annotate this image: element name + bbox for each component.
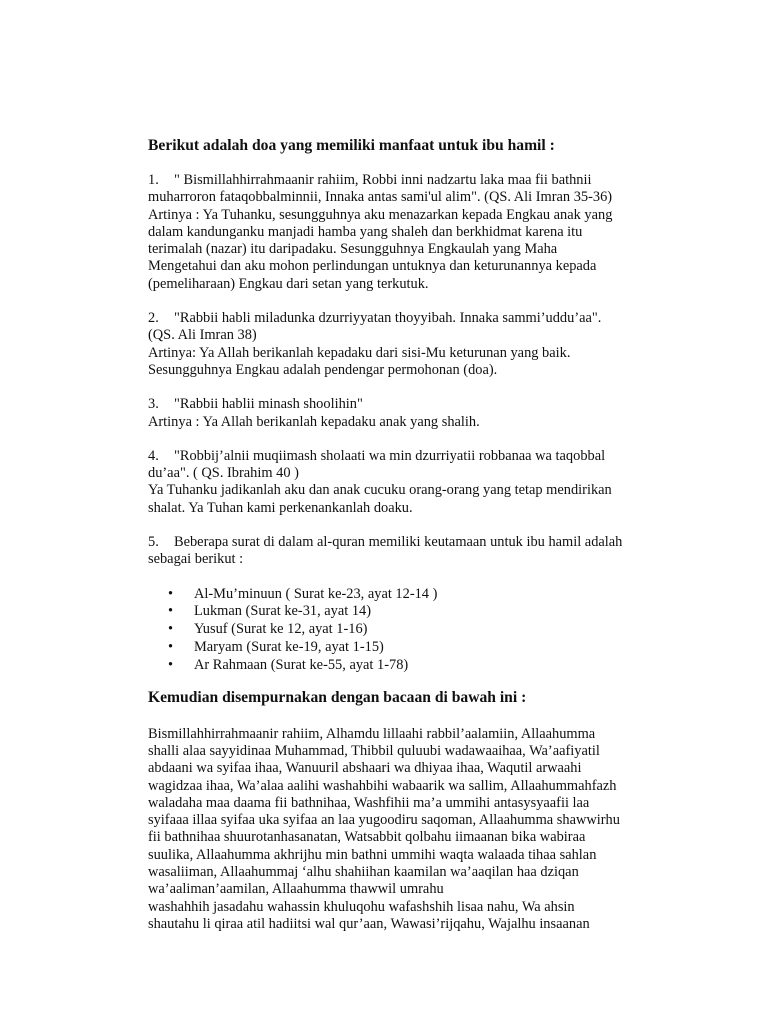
doa-item-3 <box>148 396 668 431</box>
prayer-line: fii bathnihaa shuurotanhasanatan, Watsabbit qolbahu iimaanan bika wabiraa <box>148 829 586 846</box>
item-line: Beberapa surat di dalam al-quran memiliki keutamaan untuk ibu hamil adalah <box>174 534 623 551</box>
prayer-paragraph <box>148 726 668 934</box>
item-line: sebagai berikut : <box>148 551 244 568</box>
item-number: 3. <box>148 396 159 413</box>
item-line: Sesungguhnya Engkau adalah pendengar permohonan (doa). <box>148 361 498 378</box>
prayer-line: wasaliiman, Allaahummaj ‘alhu shahiihan kaamilan wa’aaqilan haa dziqan <box>148 864 579 880</box>
prayer-line: syifaaa illaa syifaa uka syifaa an laa yugoodiru saqoman, Allaahumma shawwirhu <box>148 812 620 829</box>
item-line: "Rabbii hablii minash shoolihin" <box>174 396 363 413</box>
item-number: 1. <box>148 172 159 188</box>
item-line: "Robbij’alnii muqiimash sholaati wa min dzurriyatii robbanaa wa taqobbal <box>174 447 606 464</box>
doa-item-5 <box>148 534 668 569</box>
prayer-line: suulika, Allaahumma akhrijhu min bathni ummihi waqta walaada tihaa sahlan <box>148 846 597 863</box>
prayer-line: abdaani wa syifaa ihaa, Wanuuril abshaari wa dhiyaa ihaa, Waqutil arwaahi <box>148 760 582 777</box>
heading-bacaan: Kemudian disempurnakan dengan bacaan di bawah ini : <box>148 688 527 706</box>
surah-list-item: • Al-Mu’minuun ( Surat ke-23, ayat 12-14 ) <box>168 586 668 604</box>
item-line: (QS. Ali Imran 38) <box>148 327 257 344</box>
item-number: 5. <box>148 534 159 551</box>
item-number: 2. <box>148 310 159 327</box>
document-content <box>148 137 668 933</box>
prayer-line: shalli alaa sayyidinaa Muhammad, Thibbil quluubi wadawaaihaa, Wa’aafiyatil <box>148 742 600 759</box>
item-number: 4. <box>148 447 159 464</box>
prayer-line: shautahu li qiraa atil hadiitsi wal qur’aan, Wawasi’rijqahu, Wajalhu insaanan <box>148 915 590 932</box>
item-line: muharroron fataqobbalminnii, Innaka antas sami'ul alim". (QS. Ali Imran 35-36) <box>148 189 613 206</box>
prayer-line: washahhih jasadahu wahassin khuluqohu wafashshih lisaa nahu, Wa ahsin <box>148 898 575 915</box>
item-line: Artinya: Ya Allah berikanlah kepadaku dari sisi-Mu keturunan yang baik. <box>148 344 571 361</box>
item-line: shalat. Ya Tuhan kami perkenankanlah doaku. <box>148 499 413 516</box>
item-line: Ya Tuhanku jadikanlah aku dan anak cucuku orang-orang yang tetap mendirikan <box>148 482 612 499</box>
surah-list-item: • Ar Rahmaan (Surat ke-55, ayat 1-78) <box>168 657 668 675</box>
item-line: "Rabbii habli miladunka dzurriyyatan thoyyibah. Innaka sammi’uddu’aa". <box>174 310 602 327</box>
doa-item-1 <box>148 172 668 293</box>
item-line: Artinya : Ya Tuhanku, sesungguhnya aku menazarkan kepada Engkau anak yang <box>148 206 613 223</box>
item-line: (pemeliharaan) Engkau dari setan yang terkutuk. <box>148 275 429 292</box>
item-line: Artinya : Ya Allah berikanlah kepadaku anak yang shalih. <box>148 413 480 430</box>
prayer-line: wagidzaa ihaa, Wa’alaa aalihi washahbihi wabaarik wa sallim, Allaahummahfazh <box>148 777 617 794</box>
prayer-line: wa’aaliman’aamilan, Allaahumma thawwil umrahu <box>148 881 444 898</box>
surah-list-item: • Lukman (Surat ke-31, ayat 14) <box>168 603 668 621</box>
item-line: dalam kandunganku manjadi hamba yang shaleh dan berkhidmat karena itu <box>148 223 583 240</box>
item-line: Mengetahui dan aku mohon perlindungan untuknya dan keturunannya kepada <box>148 258 597 275</box>
doa-item-2 <box>148 310 668 379</box>
heading-doa-ibu-hamil: Berikut adalah doa yang memiliki manfaat untuk ibu hamil : <box>148 137 555 154</box>
surah-list <box>148 586 668 675</box>
surah-list-item: • Yusuf (Surat ke 12, ayat 1-16) <box>168 621 668 639</box>
prayer-line: Bismillahhirrahmaanir rahiim, Alhamdu lillaahi rabbil’aalamiin, Allaahumma <box>148 725 596 742</box>
item-line: terimalah (nazar) itu daripadaku. Sesungguhnya Engkaulah yang Maha <box>148 241 558 258</box>
doa-item-4 <box>148 448 668 517</box>
item-line: " Bismillahhirrahmaanir rahiim, Robbi inni nadzartu laka maa fii bathnii <box>174 172 592 188</box>
prayer-line: waladaha maa daama fii bathnihaa, Washfihii ma’a ummihi antasysyaafii laa <box>148 794 590 811</box>
item-line: du’aa". ( QS. Ibrahim 40 ) <box>148 465 299 482</box>
surah-list-item: • Maryam (Surat ke-19, ayat 1-15) <box>168 639 668 657</box>
